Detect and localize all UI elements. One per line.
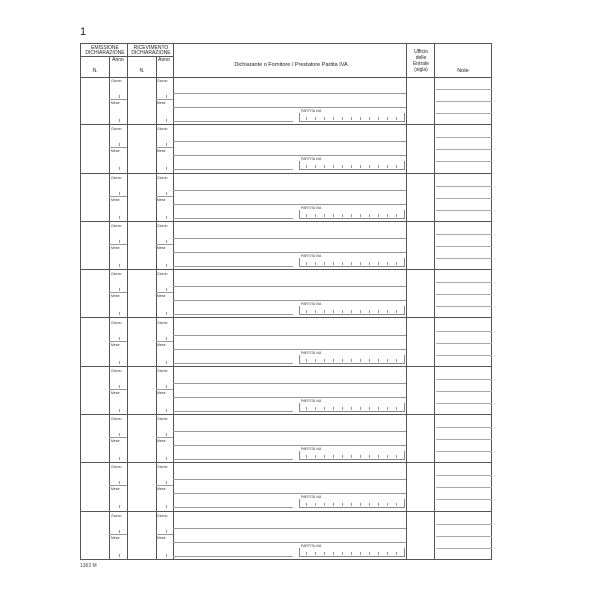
table-row xyxy=(81,270,491,318)
giorno-label: Giorno xyxy=(111,465,122,470)
partita-iva-label: PARTITA IVA xyxy=(301,350,322,355)
table-row xyxy=(81,367,491,415)
mese-label: Mese xyxy=(157,487,166,492)
giorno-label: Giorno xyxy=(111,272,122,277)
partita-iva-label: PARTITA IVA xyxy=(301,253,322,258)
mese-label: Mese xyxy=(157,101,166,105)
mese-label: Mese xyxy=(157,535,166,540)
mese-label: Mese xyxy=(157,197,166,202)
header-ufficio: Ufficio delle Entrate (sigla) xyxy=(412,49,430,73)
table-row xyxy=(81,319,491,367)
table-body xyxy=(81,77,491,559)
giorno-label: Giorno xyxy=(157,272,168,277)
partita-iva-label: PARTITA IVA xyxy=(301,447,322,452)
giorno-label: Giorno xyxy=(111,175,122,180)
giorno-label: Giorno xyxy=(111,513,122,518)
header-dichiarante: Dichiarante o Fornitore / Prestatore Partita IVA xyxy=(234,62,348,68)
mese-label: Mese xyxy=(111,487,120,492)
register-form xyxy=(80,43,492,560)
giorno-label: Giorno xyxy=(157,175,168,180)
page-number: 1 xyxy=(80,26,87,38)
header-note: Note xyxy=(457,68,469,74)
header-ricevimento: RICEVIMENTO DICHIARAZIONE xyxy=(131,45,171,56)
partita-iva-label: PARTITA IVA xyxy=(301,495,322,500)
mese-label: Mese xyxy=(157,390,166,395)
mese-label: Mese xyxy=(111,535,120,540)
giorno-label: Giorno xyxy=(111,417,122,422)
mese-label: Mese xyxy=(111,197,120,202)
giorno-label: Giorno xyxy=(111,79,122,83)
table-header xyxy=(81,44,491,78)
giorno-label: Giorno xyxy=(157,320,168,325)
table-row xyxy=(81,174,491,222)
giorno-label: Giorno xyxy=(111,320,122,325)
giorno-label: Giorno xyxy=(157,417,168,422)
table-row xyxy=(81,512,491,560)
table-row xyxy=(81,222,491,270)
mese-label: Mese xyxy=(111,149,120,154)
giorno-label: Giorno xyxy=(157,127,168,132)
giorno-label: Giorno xyxy=(111,368,122,373)
partita-iva-label: PARTITA IVA xyxy=(301,398,322,403)
mese-label: Mese xyxy=(111,294,120,299)
giorno-label: Giorno xyxy=(157,513,168,518)
giorno-label: Giorno xyxy=(157,223,168,228)
mese-label: Mese xyxy=(111,439,120,444)
table-row xyxy=(81,77,491,125)
partita-iva-label: PARTITA IVA xyxy=(301,157,322,162)
table-row xyxy=(81,415,491,463)
giorno-label: Giorno xyxy=(157,79,168,83)
table-row xyxy=(81,125,491,173)
giorno-label: Giorno xyxy=(157,465,168,470)
mese-label: Mese xyxy=(157,439,166,444)
mese-label: Mese xyxy=(157,245,166,250)
header-anno-ricevimento: Anno xyxy=(158,57,170,63)
table-row xyxy=(81,463,491,511)
giorno-label: Giorno xyxy=(111,223,122,228)
mese-label: Mese xyxy=(111,390,120,395)
partita-iva-label: PARTITA IVA xyxy=(301,543,322,548)
mese-label: Mese xyxy=(157,342,166,347)
form-code: 1363 M xyxy=(80,563,97,569)
header-anno-emissione: Anno xyxy=(112,57,124,63)
giorno-label: Giorno xyxy=(157,368,168,373)
header-n-emissione: N. xyxy=(92,68,98,74)
mese-label: Mese xyxy=(157,149,166,154)
partita-iva-label: PARTITA IVA xyxy=(301,205,322,210)
mese-label: Mese xyxy=(157,294,166,299)
header-n-ricevimento: N. xyxy=(139,68,145,74)
mese-label: Mese xyxy=(111,342,120,347)
giorno-label: Giorno xyxy=(111,127,122,132)
partita-iva-label: PARTITA IVA xyxy=(301,302,322,307)
partita-iva-label: PARTITA IVA xyxy=(301,109,322,113)
mese-label: Mese xyxy=(111,245,120,250)
mese-label: Mese xyxy=(111,101,120,105)
header-emissione: EMISSIONE DICHIARAZIONE xyxy=(85,45,125,56)
